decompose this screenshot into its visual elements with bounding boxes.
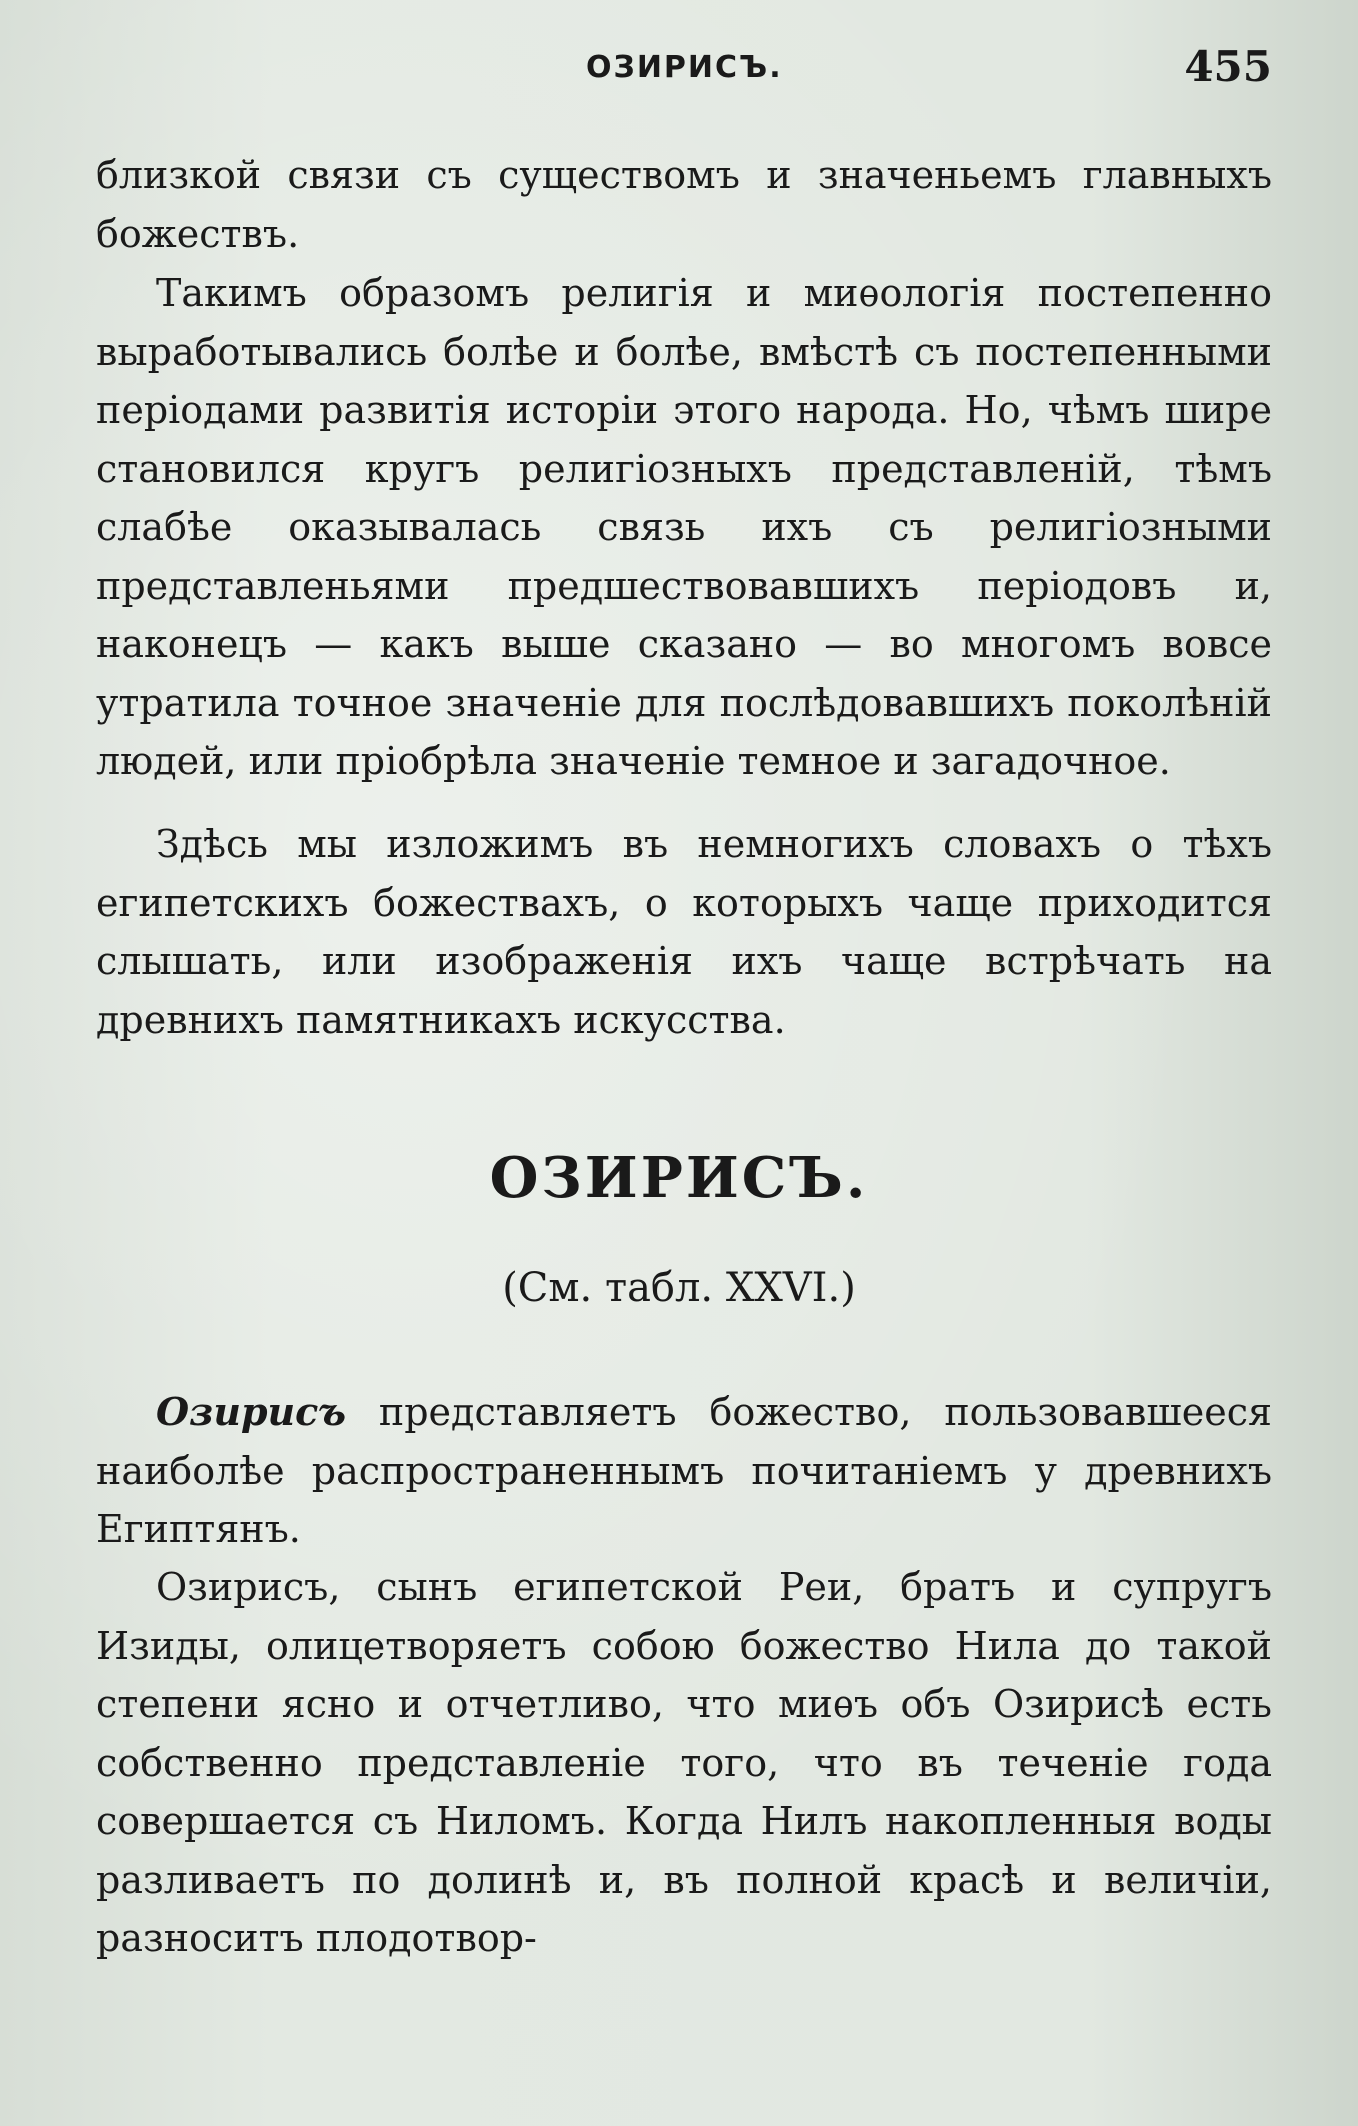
paragraph-religion-mythology: Такимъ образомъ религія и миѳологія постепенно выработывались болѣе и болѣе, вмѣстѣ съ постепенными періодами развитія исторіи этого народа. Но, чѣмъ шире становился кругъ религіозныхъ представленій, тѣмъ слабѣе оказывалась связь ихъ съ религіозными представленьями предшествовавшихъ періодовъ и, наконецъ — какъ выше сказано — во многомъ вовсе утратила точное значеніе для послѣдовавшихъ поколѣній людей, или пріобрѣла значеніе темное и загадочное. xyxy=(96,271,1272,783)
page-number: 455 xyxy=(1184,42,1272,91)
running-title: ОЗИРИСЪ. xyxy=(586,50,783,85)
osiris-intro-text: представляетъ божество, пользовавшееся наиболѣе распространеннымъ почитаніемъ у древнихъ Египтянъ. xyxy=(96,1390,1272,1551)
paragraph-osiris-nile: Озирисъ, сынъ египетской Реи, братъ и супругъ Изиды, олицетворяетъ собою божество Нила до такой степени ясно и отчетливо, что миѳъ объ Озирисѣ есть собственно представленіе того, что въ теченіе года совершается съ Ниломъ. Когда Нилъ накопленныя воды разливаетъ по долинѣ и, въ полной красѣ и величіи, разноситъ плодотвор- xyxy=(96,1565,1272,1960)
osiris-lead-name: Озирисъ xyxy=(156,1389,346,1434)
paragraph-egyptian-deities: Здѣсь мы изложимъ въ немногихъ словахъ о тѣхъ египетскихъ божествахъ, о которыхъ чаще приходится слышать, или изображенія ихъ чаще встрѣчать на древнихъ памятникахъ искусства. xyxy=(96,822,1272,1042)
section-title-osiris: ОЗИРИСЪ. xyxy=(489,1145,869,1211)
page-header xyxy=(96,42,1272,98)
paragraph-continuation: близкой связи съ существомъ и значеньемъ главныхъ божествъ. xyxy=(96,153,1272,256)
paragraph-osiris-intro xyxy=(96,1383,1272,1559)
table-reference: (См. табл. XXVI.) xyxy=(502,1265,856,1311)
